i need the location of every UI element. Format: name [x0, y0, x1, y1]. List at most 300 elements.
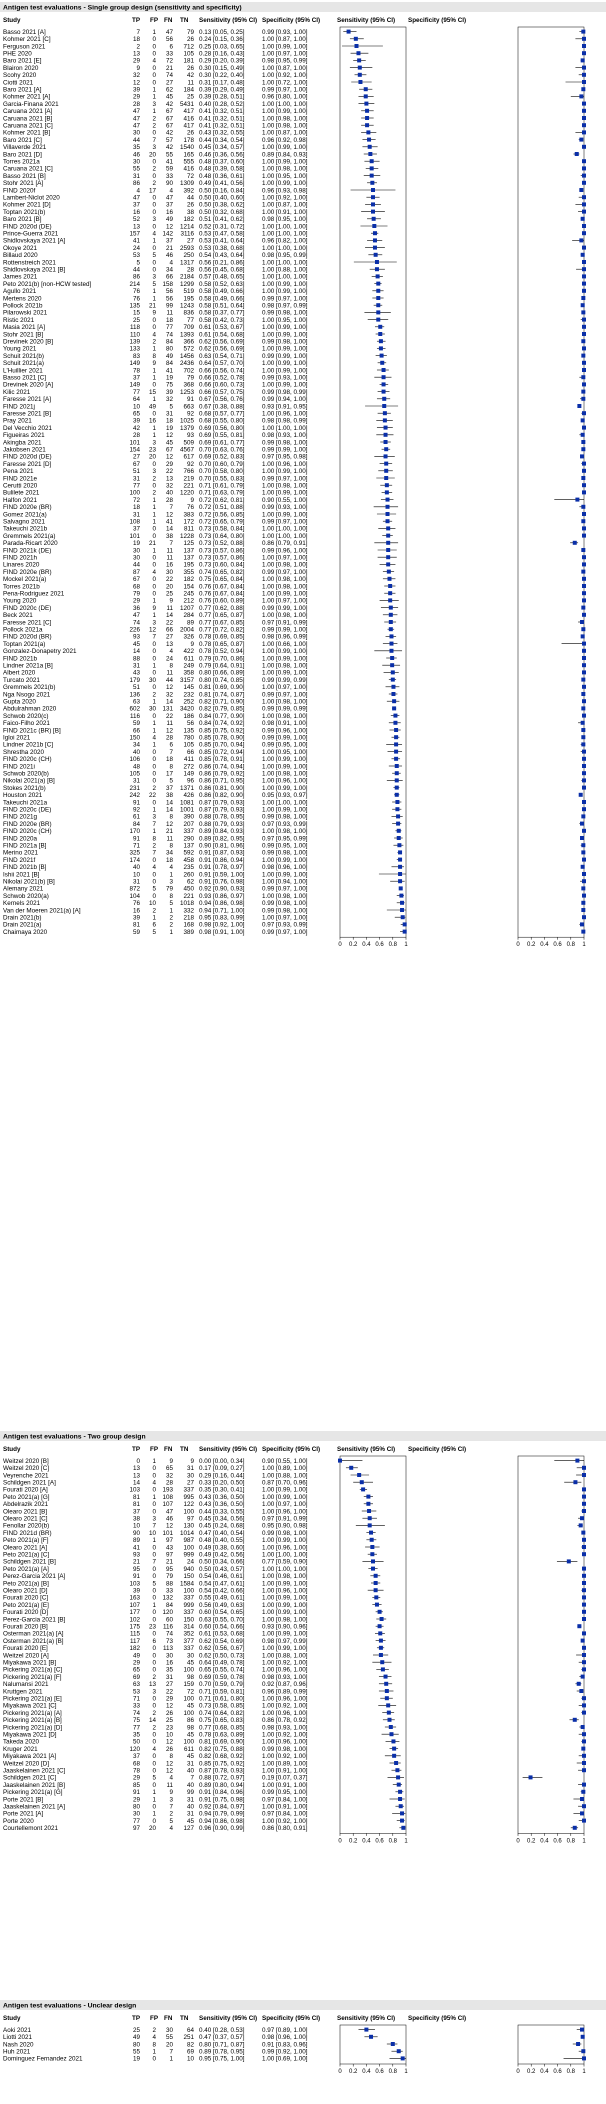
specificity-point-estimate: [581, 1531, 585, 1535]
sensitivity-ci-text: 0.28 [0.16, 0.43]: [199, 50, 245, 58]
fn-value: 8: [169, 813, 173, 821]
table-row: [3, 1775, 542, 1782]
tp-value: 104: [129, 892, 140, 900]
specificity-point-estimate: [573, 1718, 577, 1722]
sensitivity-ci-text: 0.78 [0.69, 0.85]: [199, 633, 245, 641]
sensitivity-axis-tick-label: 0.2: [349, 2069, 358, 2075]
sensitivity-point-estimate: [394, 1761, 398, 1765]
specificity-ci-text: 1.00 [0.92, 1.00]: [262, 1753, 308, 1761]
specificity-point-estimate: [582, 534, 586, 538]
fp-value: 2: [152, 338, 156, 346]
table-row: [3, 1760, 586, 1767]
tp-value: 61: [132, 813, 140, 821]
specificity-point-estimate: [582, 562, 586, 566]
fp-value: 1: [152, 612, 156, 620]
tp-value: 872: [129, 885, 140, 893]
fp-value: 4: [152, 1745, 156, 1753]
fn-value: 79: [165, 885, 173, 893]
tp-value: 29: [132, 1796, 140, 1804]
sensitivity-axis-tick-label: 0: [338, 942, 342, 949]
plot-header-specificity: Specificity (95% CI): [408, 1446, 467, 1453]
sensitivity-point-estimate: [395, 793, 399, 797]
specificity-ci-text: 1.00 [0.99, 1.00]: [262, 856, 308, 864]
specificity-point-estimate: [575, 1459, 579, 1463]
specificity-ci-text: 1.00 [0.98, 1.00]: [262, 583, 308, 591]
sensitivity-point-estimate: [370, 1538, 374, 1542]
sensitivity-point-estimate: [384, 1682, 388, 1686]
tn-value: 712: [183, 43, 194, 51]
tn-value: 555: [183, 158, 194, 166]
sensitivity-ci-text: 0.89 [0.80, 0.94]: [199, 1781, 245, 1789]
fn-value: 56: [165, 36, 173, 44]
specificity-axis-tick-label: 1: [582, 2069, 586, 2075]
table-row: [3, 641, 586, 648]
table-row: [3, 180, 586, 187]
tn-value: 426: [183, 792, 194, 800]
table-row: [3, 893, 586, 900]
study-label: Schildgen 2021 [C]: [3, 1774, 57, 1782]
fp-value: 14: [148, 1717, 156, 1725]
tn-value: 358: [183, 669, 194, 677]
fp-value: 0: [152, 1781, 156, 1789]
fn-value: 57: [165, 136, 173, 144]
tp-value: 39: [132, 86, 140, 94]
sensitivity-point-estimate: [390, 656, 394, 660]
specificity-axis-tick-label: 0: [516, 942, 520, 949]
sensitivity-ci-text: 0.56 [0.49, 0.63]: [199, 1601, 245, 1609]
tn-value: 232: [183, 691, 194, 699]
fp-value: 7: [152, 1522, 156, 1530]
sensitivity-point-estimate: [375, 1603, 379, 1607]
fp-value: 1: [152, 1601, 156, 1609]
fn-value: 62: [165, 86, 173, 94]
specificity-ci-text: 1.00 [0.97, 1.00]: [262, 554, 308, 562]
sensitivity-point-estimate: [397, 829, 401, 833]
tp-value: 18: [132, 504, 140, 512]
fp-value: 1: [152, 1537, 156, 1545]
fn-value: 30: [165, 568, 173, 576]
specificity-point-estimate: [580, 822, 584, 826]
tn-value: 98: [186, 1724, 194, 1732]
table-row: [3, 223, 586, 230]
study-label: Lambert-Niclot 2020: [3, 194, 60, 202]
specificity-point-estimate: [582, 1610, 586, 1614]
tp-value: 85: [132, 1781, 140, 1789]
tn-value: 458: [183, 856, 194, 864]
specificity-point-estimate: [582, 714, 586, 718]
tn-value: 2184: [179, 273, 194, 281]
specificity-point-estimate: [582, 555, 586, 559]
specificity-point-estimate: [582, 750, 586, 754]
specificity-point-estimate: [582, 166, 586, 170]
table-row: [3, 454, 584, 461]
tn-value: 617: [183, 453, 194, 461]
specificity-point-estimate: [581, 930, 585, 934]
tn-value: 592: [183, 849, 194, 857]
sensitivity-point-estimate: [364, 87, 368, 91]
tp-value: 37: [132, 1508, 140, 1516]
tp-value: 325: [129, 849, 140, 857]
fp-value: 0: [152, 532, 156, 540]
sensitivity-ci-text: 0.40 [0.28, 0.53]: [199, 2026, 245, 2034]
fn-value: 65: [165, 1465, 173, 1473]
fn-value: 108: [162, 1493, 173, 1501]
specificity-axis-tick-label: 0.2: [527, 2069, 536, 2075]
sensitivity-point-estimate: [365, 109, 369, 113]
specificity-axis-tick-label: 0: [516, 2069, 520, 2075]
study-label: Peto 2021(b) [non-HCW tested]: [3, 280, 92, 288]
sensitivity-ci-text: 0.54 [0.43, 0.64]: [199, 252, 245, 260]
column-header-study: Study: [3, 1446, 21, 1453]
table-row: [3, 1739, 586, 1746]
sensitivity-ci-text: 0.82 [0.75, 0.88]: [199, 1745, 245, 1753]
specificity-point-estimate: [582, 1696, 586, 1700]
fn-value: 56: [165, 295, 173, 303]
sensitivity-ci-text: 0.89 [0.84, 0.93]: [199, 828, 245, 836]
tp-value: 74: [132, 619, 140, 627]
fn-value: 31: [165, 410, 173, 418]
tn-value: 1456: [179, 352, 194, 360]
sensitivity-point-estimate: [391, 670, 395, 674]
tp-value: 63: [132, 698, 140, 706]
specificity-axis-tick-label: 0.8: [566, 942, 575, 949]
specificity-ci-text: 1.00 [0.95, 1.00]: [262, 172, 308, 180]
sensitivity-ci-text: 0.73 [0.57, 0.86]: [199, 554, 245, 562]
tp-value: 13: [132, 1465, 140, 1473]
study-label: Toptan 2021(a): [3, 640, 46, 648]
specificity-point-estimate: [582, 1783, 586, 1787]
table-row: [3, 1703, 586, 1710]
sensitivity-point-estimate: [356, 51, 360, 55]
sensitivity-ci-text: 0.48 [0.40, 0.55]: [199, 1537, 245, 1545]
tp-value: 86: [132, 273, 140, 281]
fp-value: 2: [152, 1673, 156, 1681]
tp-value: 135: [129, 302, 140, 310]
study-label: Faico-Filho 2021: [3, 720, 50, 728]
fp-value: 0: [152, 208, 156, 216]
tp-value: 59: [132, 928, 140, 936]
specificity-ci-text: 1.00 [0.88, 1.00]: [262, 266, 308, 274]
fp-value: 0: [152, 1803, 156, 1811]
study-label: Blairon 2020: [3, 64, 39, 72]
fp-value: 0: [152, 1702, 156, 1710]
fp-value: 0: [152, 856, 156, 864]
study-label: Courtellemont 2021: [3, 1825, 58, 1833]
sensitivity-ci-text: 0.57 [0.48, 0.65]: [199, 273, 245, 281]
tn-value: 212: [183, 597, 194, 605]
tn-value: 219: [183, 475, 194, 483]
tp-value: 101: [129, 439, 140, 447]
tp-value: 97: [132, 1825, 140, 1833]
tp-value: 100: [129, 489, 140, 497]
fn-value: 18: [165, 316, 173, 324]
specificity-ci-text: 0.99 [0.96, 1.00]: [262, 727, 308, 735]
study-label: Kernels 2021: [3, 900, 41, 908]
specificity-point-estimate: [581, 843, 585, 847]
sensitivity-point-estimate: [401, 2056, 405, 2060]
tp-value: 13: [132, 223, 140, 231]
specificity-ci-text: 1.00 [0.99, 1.00]: [262, 360, 308, 368]
tp-value: 179: [129, 676, 140, 684]
study-label: Pickering 2021(a) [E]: [3, 1695, 62, 1703]
tn-value: 390: [183, 813, 194, 821]
specificity-point-estimate: [581, 505, 585, 509]
forest-section-2: [0, 2000, 606, 2075]
sensitivity-point-estimate: [386, 548, 390, 552]
tp-value: 47: [132, 194, 140, 202]
specificity-ci-text: 0.97 [0.91, 0.99]: [262, 1515, 308, 1523]
table-row: [3, 475, 585, 482]
fn-value: 6: [169, 741, 173, 749]
tp-value: 30: [132, 129, 140, 137]
fp-value: 0: [152, 777, 156, 785]
tp-value: 53: [132, 252, 140, 260]
study-label: Jakobsen 2021: [3, 446, 46, 454]
fn-value: 26: [165, 1745, 173, 1753]
table-row: [3, 835, 584, 842]
table-row: [3, 1544, 586, 1551]
fn-value: 4: [169, 1825, 173, 1833]
table-row: [3, 569, 585, 576]
tp-value: 55: [132, 165, 140, 173]
tn-value: 137: [183, 842, 194, 850]
specificity-ci-text: 0.98 [0.98, 0.99]: [262, 417, 308, 425]
study-label: Miyakawa 2021 [B]: [3, 1659, 57, 1667]
sensitivity-point-estimate: [396, 814, 400, 818]
specificity-ci-text: 0.86 [0.79, 0.91]: [262, 540, 308, 548]
tn-value: 165: [183, 151, 194, 159]
fn-value: 38: [165, 792, 173, 800]
tp-value: 93: [132, 633, 140, 641]
column-header-sensitivity-ci: Sensitivity (95% CI): [199, 1446, 258, 1453]
tn-value: 27: [186, 237, 194, 245]
sensitivity-ci-text: 0.61 [0.53, 0.67]: [199, 324, 245, 332]
table-row: [3, 1681, 581, 1688]
tp-value: 31: [132, 662, 140, 670]
tn-value: 182: [183, 216, 194, 224]
plot-header-specificity: Specificity (95% CI): [408, 17, 467, 24]
fp-value: 0: [152, 460, 156, 468]
specificity-axis-tick-label: 0.4: [540, 1838, 549, 1845]
table-row: [3, 864, 585, 871]
study-label: Torres 2021b: [3, 583, 40, 591]
sensitivity-point-estimate: [354, 37, 358, 41]
fn-value: 33: [165, 172, 173, 180]
table-row: [3, 742, 585, 749]
sensitivity-ci-text: 0.58 [0.51, 0.64]: [199, 302, 245, 310]
specificity-point-estimate: [580, 922, 584, 926]
column-header-tn: TN: [180, 17, 189, 24]
study-label: Albert 2020: [3, 669, 36, 677]
specificity-axis-tick-label: 0.2: [527, 942, 536, 949]
fn-value: 74: [165, 331, 173, 339]
fp-value: 9: [152, 604, 156, 612]
specificity-point-estimate: [582, 109, 586, 113]
fn-value: 20: [165, 2041, 173, 2049]
sensitivity-point-estimate: [389, 613, 393, 617]
specificity-ci-text: 1.00 [0.99, 1.00]: [262, 669, 308, 677]
tp-value: 18: [132, 36, 140, 44]
table-row: [3, 1573, 586, 1580]
sensitivity-point-estimate: [384, 440, 388, 444]
sensitivity-point-estimate: [375, 260, 379, 264]
study-label: Baro 2021 [B]: [3, 216, 42, 224]
table-row: [3, 137, 583, 144]
tn-value: 337: [183, 1594, 194, 1602]
specificity-point-estimate: [582, 584, 586, 588]
specificity-ci-text: 0.97 [0.84, 1.00]: [262, 1796, 308, 1804]
specificity-axis-tick-label: 0.4: [540, 942, 549, 949]
fp-value: 0: [152, 525, 156, 533]
tp-value: 41: [132, 237, 140, 245]
tn-value: 709: [183, 324, 194, 332]
tn-value: 40: [186, 1803, 194, 1811]
study-label: Porte 2020: [3, 1817, 34, 1825]
sensitivity-point-estimate: [400, 901, 404, 905]
specificity-point-estimate: [529, 1775, 533, 1779]
sensitivity-axis-tick-label: 0.4: [362, 1838, 371, 1845]
tp-value: 42: [132, 424, 140, 432]
table-row: [3, 425, 586, 432]
tp-value: 21: [132, 1558, 140, 1566]
specificity-ci-text: 0.90 [0.55, 1.00]: [262, 496, 308, 504]
sensitivity-ci-text: 0.58 [0.52, 0.63]: [199, 280, 245, 288]
sensitivity-ci-text: 0.91 [0.84, 0.96]: [199, 1789, 245, 1797]
fp-value: 3: [152, 144, 156, 152]
specificity-ci-text: 1.00 [0.98, 1.00]: [262, 1573, 308, 1581]
specificity-ci-text: 1.00 [0.98, 1.00]: [262, 561, 308, 569]
sensitivity-point-estimate: [386, 498, 390, 502]
table-row: [3, 382, 586, 389]
tp-value: 103: [129, 1580, 140, 1588]
specificity-point-estimate: [582, 1804, 586, 1808]
study-label: Peto 2021(a) [F]: [3, 1537, 49, 1545]
specificity-ci-text: 1.00 [0.99, 1.00]: [262, 655, 308, 663]
sensitivity-point-estimate: [386, 562, 390, 566]
fp-value: 0: [152, 576, 156, 584]
tp-value: 38: [132, 1515, 140, 1523]
specificity-point-estimate: [581, 742, 585, 746]
fn-value: 34: [165, 266, 173, 274]
sensitivity-ci-text: 0.73 [0.58, 0.85]: [199, 1702, 245, 1710]
tp-value: 16: [132, 907, 140, 915]
table-row: [3, 857, 586, 864]
specificity-ci-text: 1.00 [0.98, 1.00]: [262, 662, 308, 670]
tn-value: 519: [183, 288, 194, 296]
table-row: [3, 1753, 586, 1760]
table-row: [3, 1696, 586, 1703]
fp-value: 0: [152, 1652, 156, 1660]
specificity-point-estimate: [582, 807, 586, 811]
study-label: Peto 2021(a) [G]: [3, 1493, 50, 1501]
specificity-ci-text: 1.00 [0.87, 1.00]: [262, 64, 308, 72]
specificity-point-estimate: [582, 1574, 586, 1578]
specificity-point-estimate: [582, 73, 586, 77]
table-row: [3, 281, 586, 288]
tn-value: 98: [186, 1673, 194, 1681]
fp-value: 1: [152, 597, 156, 605]
table-row: [3, 684, 586, 691]
sensitivity-ci-text: 0.70 [0.60, 0.79]: [199, 460, 245, 468]
specificity-point-estimate: [582, 771, 586, 775]
specificity-point-estimate: [582, 325, 586, 329]
table-row: [3, 1508, 586, 1515]
study-label: Pickering 2021(a) [C]: [3, 1666, 63, 1674]
specificity-ci-text: 1.00 [0.92, 1.00]: [262, 194, 308, 202]
sensitivity-point-estimate: [373, 246, 377, 250]
fn-value: 22: [165, 576, 173, 584]
sensitivity-ci-text: 0.80 [0.66, 0.89]: [199, 669, 245, 677]
sensitivity-ci-text: 0.45 [0.34, 0.56]: [199, 1515, 245, 1523]
specificity-point-estimate: [576, 2042, 580, 2046]
tp-value: 74: [132, 1709, 140, 1717]
sensitivity-ci-text: 0.43 [0.36, 0.50]: [199, 1501, 245, 1509]
fn-value: 107: [162, 1501, 173, 1509]
specificity-ci-text: 0.98 [0.97, 0.99]: [262, 302, 308, 310]
tn-value: 69: [186, 2048, 194, 2056]
tp-value: 81: [132, 921, 140, 929]
table-row: [3, 396, 585, 403]
tn-value: 26: [186, 201, 194, 209]
sensitivity-axis-tick-label: 0.6: [375, 942, 384, 949]
sensitivity-point-estimate: [381, 1667, 385, 1671]
fp-value: 3: [152, 100, 156, 108]
fp-value: 0: [152, 1695, 156, 1703]
fn-value: 7: [169, 540, 173, 548]
study-label: FIND 2021k (DE): [3, 547, 52, 555]
tn-value: 9: [190, 640, 194, 648]
specificity-point-estimate: [581, 1675, 585, 1679]
study-label: Schildgen 2021 [B]: [3, 1558, 56, 1566]
sensitivity-point-estimate: [395, 771, 399, 775]
fp-value: 23: [148, 1623, 156, 1631]
table-row: [3, 1667, 586, 1674]
fn-value: 193: [162, 1486, 173, 1494]
specificity-ci-text: 0.99 [0.99, 1.00]: [262, 352, 308, 360]
study-label: Merino 2021: [3, 849, 39, 857]
fn-value: 32: [165, 396, 173, 404]
tp-value: 91: [132, 835, 140, 843]
specificity-ci-text: 1.00 [0.99, 1.00]: [262, 1601, 308, 1609]
sensitivity-point-estimate: [369, 1531, 373, 1535]
table-row: [3, 36, 586, 43]
specificity-point-estimate: [581, 850, 585, 854]
tp-value: 65: [132, 410, 140, 418]
tp-value: 51: [132, 684, 140, 692]
sensitivity-point-estimate: [361, 1487, 365, 1491]
specificity-point-estimate: [582, 1819, 586, 1823]
specificity-ci-text: 0.93 [0.90, 0.96]: [262, 1623, 308, 1631]
specificity-point-estimate: [581, 728, 585, 732]
fn-value: 25: [165, 590, 173, 598]
sensitivity-axis-tick-label: 0: [338, 2069, 342, 2075]
fn-value: 18: [165, 856, 173, 864]
sensitivity-ci-text: 0.78 [0.65, 0.87]: [199, 640, 245, 648]
table-row: [3, 720, 585, 727]
sensitivity-point-estimate: [358, 66, 362, 70]
specificity-ci-text: 0.96 [0.82, 1.00]: [262, 237, 308, 245]
sensitivity-axis-tick-label: 0.8: [388, 942, 397, 949]
table-row: [3, 1732, 586, 1739]
study-label: Schildgen 2021 [A]: [3, 1479, 56, 1487]
specificity-point-estimate: [582, 102, 586, 106]
table-row: [3, 346, 586, 353]
tn-value: 122: [183, 1501, 194, 1509]
tn-value: 149: [183, 770, 194, 778]
fn-value: 22: [165, 468, 173, 476]
sensitivity-ci-text: 0.48 [0.39, 0.58]: [199, 165, 245, 173]
fn-value: 116: [162, 1623, 173, 1631]
